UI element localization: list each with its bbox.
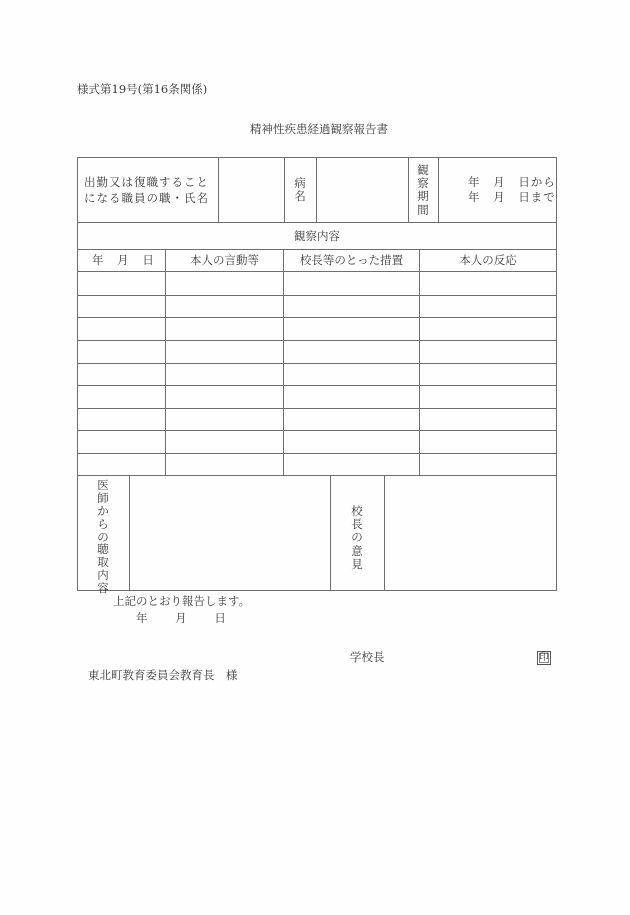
observation-cell-reaction[interactable] — [420, 364, 556, 385]
row-divider — [77, 222, 557, 223]
period-label-char: 察 — [417, 176, 429, 191]
period-from-month: 月 — [493, 175, 505, 189]
principal-label-char: 見 — [351, 556, 363, 571]
column-header-date — [92, 255, 154, 267]
observation-cell-date[interactable] — [78, 341, 165, 363]
doctor-label-char: 取 — [97, 555, 109, 570]
disease-field[interactable] — [317, 158, 407, 221]
seal-icon: 印 — [537, 651, 551, 665]
col-divider — [408, 157, 409, 222]
doctor-label-char: の — [97, 529, 109, 544]
doctor-label-char: 内 — [97, 568, 109, 583]
observation-cell-reaction[interactable] — [420, 296, 556, 317]
observation-cell-measures[interactable] — [284, 318, 419, 340]
period-from[interactable] — [468, 177, 556, 189]
observation-cell-measures[interactable] — [284, 386, 419, 408]
observation-cell-date[interactable] — [78, 431, 165, 453]
observation-cell-date[interactable] — [78, 364, 165, 385]
col-divider — [438, 157, 439, 222]
period-label-char: 観 — [417, 163, 429, 177]
period-from-day: 日から — [518, 175, 556, 189]
table-border-bottom — [77, 590, 557, 591]
observation-cell-behavior[interactable] — [166, 409, 283, 430]
observation-cell-measures[interactable] — [284, 364, 419, 385]
doctor-hearing-label — [96, 479, 110, 595]
principal-label-char: 校 — [351, 504, 363, 518]
observation-cell-reaction[interactable] — [420, 272, 556, 295]
observation-cell-measures[interactable] — [284, 341, 419, 363]
observation-cell-behavior[interactable] — [166, 296, 283, 317]
employee-label-line1: 出勤又は復職すること — [84, 175, 209, 189]
employee-label — [84, 175, 209, 206]
col-divider — [330, 475, 331, 590]
doctor-label-char: 師 — [97, 490, 109, 505]
observation-cell-reaction[interactable] — [420, 409, 556, 430]
column-header-measures: 校長等のとった措置 — [299, 253, 404, 267]
principal-label-char: 意 — [351, 543, 363, 558]
employee-field[interactable] — [219, 158, 283, 221]
principal-label-char: 長 — [351, 517, 363, 532]
observation-cell-reaction[interactable] — [420, 318, 556, 340]
period-label-char: 間 — [417, 202, 429, 217]
period-to-year: 年 — [468, 190, 480, 204]
table-border-right — [556, 157, 557, 591]
doctor-label-char: ら — [97, 516, 109, 531]
principal-opinion-label — [350, 505, 364, 571]
period-to-day: 日まで — [518, 190, 556, 204]
disease-label-char: 病 — [294, 176, 306, 190]
form-number: 様式第19号(第16条関係) — [77, 82, 208, 96]
doctor-hearing-field[interactable] — [130, 476, 330, 590]
date-day-label: 日 — [142, 253, 154, 267]
doctor-label-char: 医 — [97, 478, 109, 492]
observation-cell-behavior[interactable] — [166, 318, 283, 340]
column-header-behavior: 本人の言動等 — [190, 253, 259, 267]
observation-cell-behavior[interactable] — [166, 431, 283, 453]
doctor-label-char: か — [97, 503, 109, 518]
observation-cell-reaction[interactable] — [420, 386, 556, 408]
row-divider — [77, 249, 557, 250]
employee-label-line2: になる職員の職・氏名 — [84, 190, 209, 205]
observation-cell-reaction[interactable] — [420, 341, 556, 363]
addressee: 東北町教育委員会教育長 様 — [88, 668, 238, 682]
observation-cell-measures[interactable] — [284, 272, 419, 295]
principal-title: 学校長 — [350, 650, 385, 664]
observation-cell-date[interactable] — [78, 318, 165, 340]
report-statement: 上記のとおり報告します。 — [113, 594, 251, 608]
date-month-label: 月 — [117, 253, 129, 267]
period-to[interactable] — [468, 192, 556, 204]
observation-cell-reaction[interactable] — [420, 454, 556, 475]
observation-cell-behavior[interactable] — [166, 272, 283, 295]
principal-label-char: の — [351, 530, 363, 545]
report-date[interactable] — [136, 613, 226, 625]
observation-cell-measures[interactable] — [284, 296, 419, 317]
observation-cell-date[interactable] — [78, 386, 165, 408]
observation-cell-reaction[interactable] — [420, 431, 556, 453]
report-date-day: 日 — [214, 611, 226, 625]
disease-label-char: 名 — [294, 189, 306, 204]
observation-cell-behavior[interactable] — [166, 364, 283, 385]
observation-cell-measures[interactable] — [284, 454, 419, 475]
observation-cell-measures[interactable] — [284, 409, 419, 430]
date-year-label: 年 — [92, 253, 104, 267]
column-header-reaction: 本人の反応 — [459, 253, 517, 267]
period-label-char: 期 — [417, 189, 429, 204]
observation-cell-date[interactable] — [78, 409, 165, 430]
report-date-month: 月 — [175, 611, 187, 625]
doctor-label-char: 聴 — [97, 542, 109, 557]
observation-cell-behavior[interactable] — [166, 341, 283, 363]
observation-cell-date[interactable] — [78, 296, 165, 317]
report-date-year: 年 — [136, 611, 148, 625]
period-from-year: 年 — [468, 175, 480, 189]
col-divider — [284, 157, 285, 222]
observation-cell-date[interactable] — [78, 272, 165, 295]
principal-opinion-field[interactable] — [385, 476, 556, 590]
observation-cell-date[interactable] — [78, 454, 165, 475]
observation-section-label: 観察内容 — [294, 229, 340, 243]
document-title: 精神性疾患経過観察報告書 — [250, 122, 388, 136]
doctor-label-char: 容 — [97, 581, 109, 595]
period-label — [416, 164, 430, 217]
observation-cell-behavior[interactable] — [166, 386, 283, 408]
disease-label — [293, 177, 307, 203]
period-to-month: 月 — [493, 190, 505, 204]
observation-cell-behavior[interactable] — [166, 454, 283, 475]
observation-cell-measures[interactable] — [284, 431, 419, 453]
